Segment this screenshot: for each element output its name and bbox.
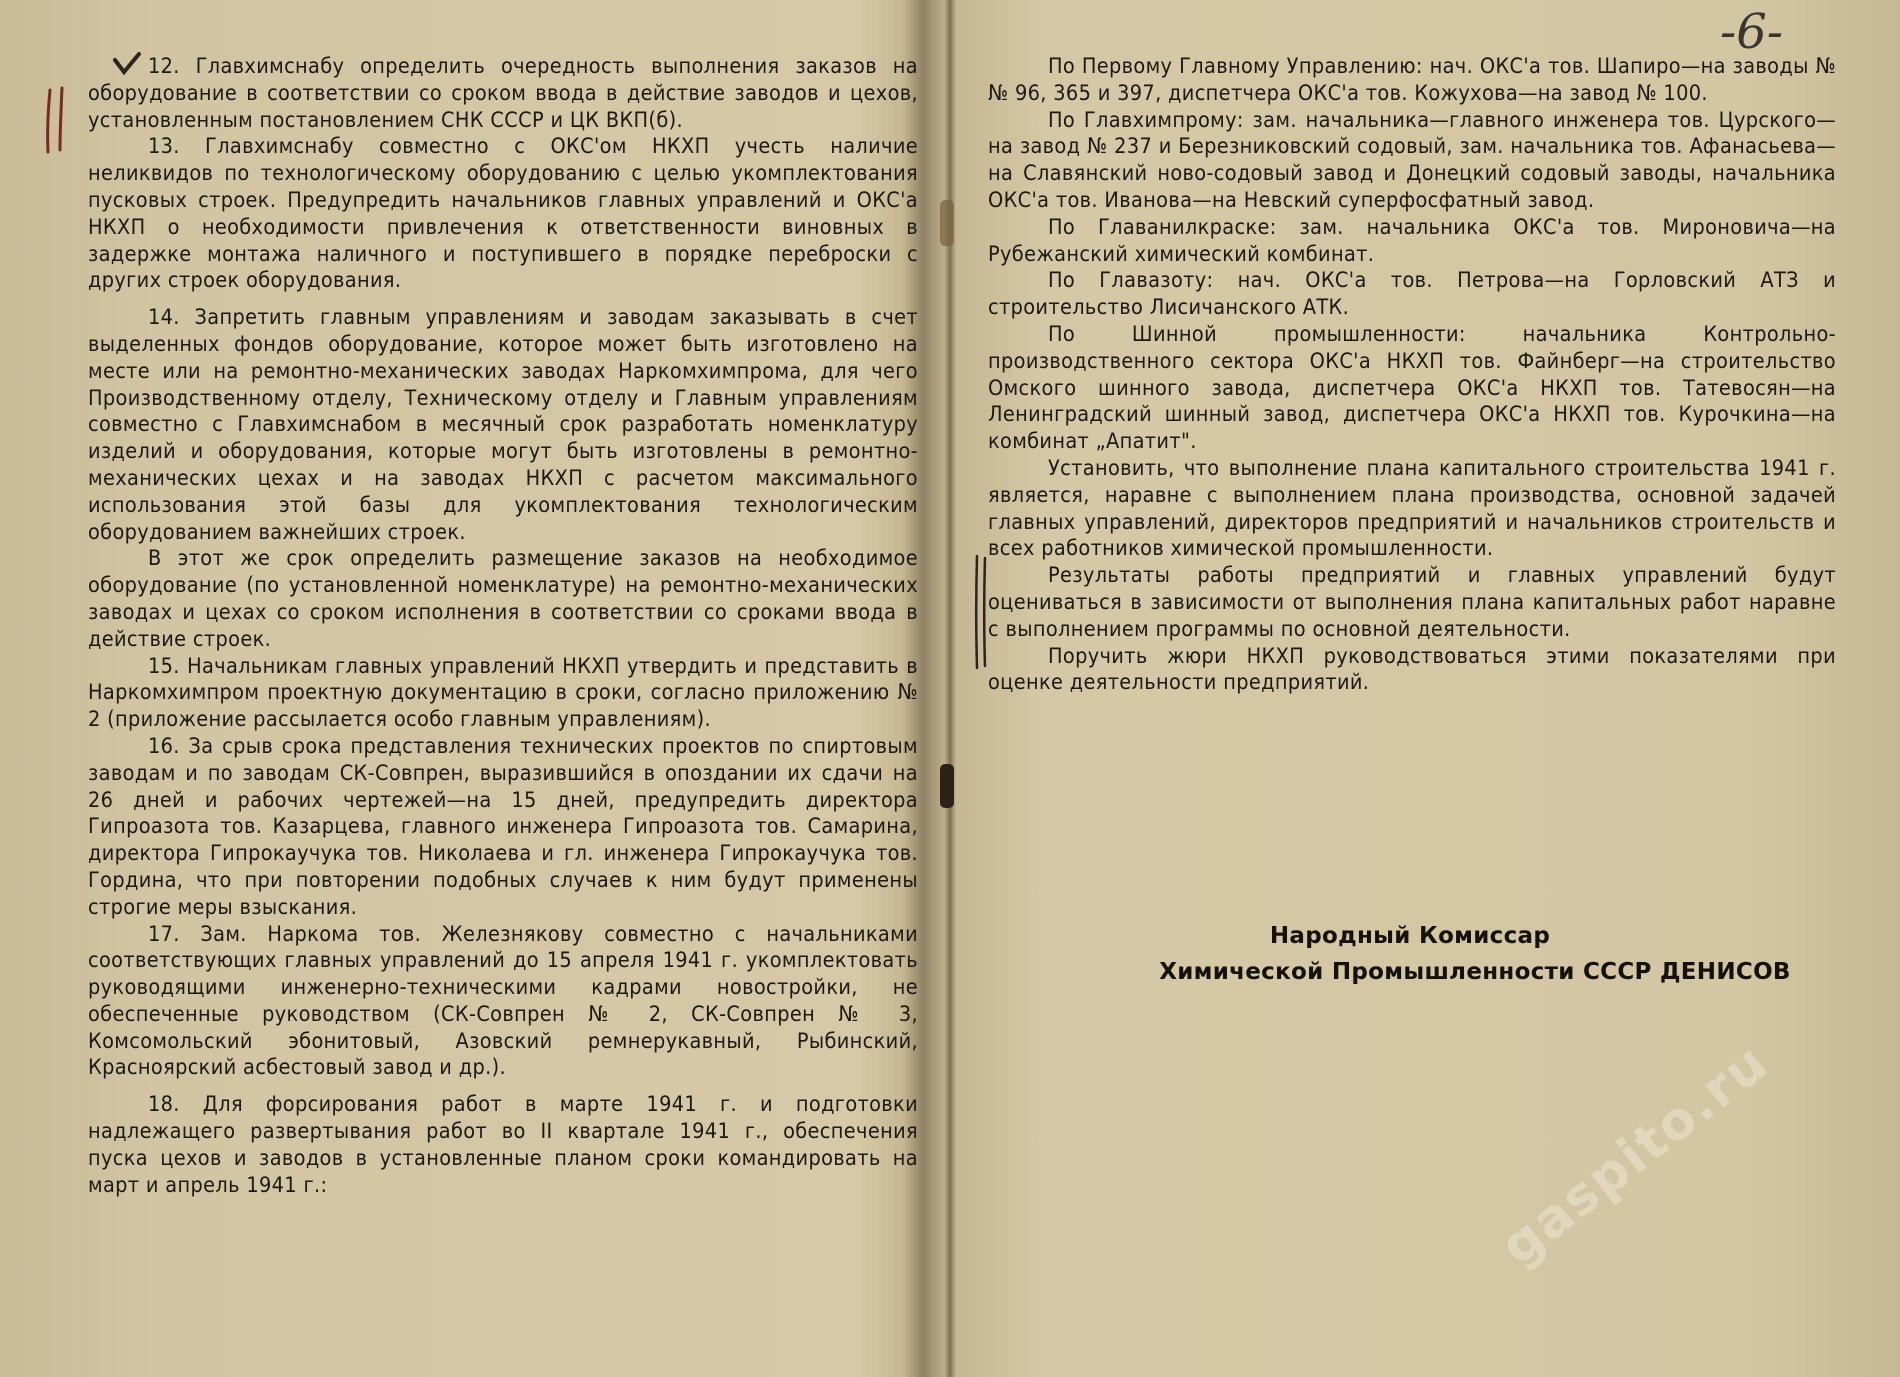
- pencil-margin-lines: [44, 86, 74, 156]
- paragraph: 13. Главхимснабу совместно с ОКС'ом НКХП учесть наличие неликвидов по технологическому оборудованию с целью укомплектования пусковых строек. Предупредить начальников главных управлений и ОКС'а НКХП о необходимости привлечения к ответственности виновных в задержке монтажа наличного и поступившего в порядке переброски с других строек оборудования.: [88, 134, 918, 294]
- page-number: -6-: [1720, 4, 1783, 60]
- paragraph: По Главхимпрому: зам. начальника—главного инженера тов. Цурского—на завод № 237 и Березниковский содовый, зам. начальника тов. Афанасьева—на Славянский ново-содовый завод и Донецкий содовый заводы, начальника ОКС'а тов. Иванова—на Невский суперфосфатный завод.: [988, 107, 1836, 213]
- paragraph: По Первому Главному Управлению: нач. ОКС'а тов. Шапиро—на заводы №№ 96, 365 и 397, диспетчера ОКС'а тов. Кожухова—на завод № 100.: [988, 54, 1836, 106]
- paragraph: 15. Начальникам главных управлений НКХП утвердить и представить в Наркомхимпром проектную документацию в сроки, согласно приложению № 2 (приложение рассылается особо главным управлениям).: [88, 653, 918, 733]
- signature-block: [950, 918, 1900, 990]
- left-page-text: [88, 54, 918, 1199]
- paragraph: Результаты работы предприятий и главных управлений будут оцениваться в зависимости от выполнения плана капитальных работ наравне с выполнением программы по основной деятельности.: [988, 563, 1836, 642]
- paragraph: По Главанилкраске: зам. начальника ОКС'а тов. Мироновича—на Рубежанский химический комбинат.: [988, 214, 1836, 267]
- staple-hole: [940, 200, 954, 246]
- signature-name: Химической Промышленности СССР ДЕНИСОВ: [1159, 959, 1791, 985]
- paragraph: 14. Запретить главным управлениям и заводам заказывать в счет выделенных фондов оборудование, которое может быть изготовлено на месте или на ремонтно-механических заводах Наркомхимпрома, для чего Производственному отделу, Техническому отделу и Главным управлениям совместно с Главхимснабом в месячный срок разработать номенклатуру изделий и оборудования, которые могут быть изготовлены в ремонтно-механических цехах и на заводах НКХП с расчетом максимального использования этой базы для укомплектования технологическим оборудованием важнейших строек.: [88, 305, 918, 545]
- paragraph: По Главазоту: нач. ОКС'а тов. Петрова—на Горловский АТЗ и строительство Лисичанского АТК.: [988, 268, 1836, 321]
- paragraph: Поручить жюри НКХП руководствоваться этими показателями при оценке деятельности предприятий.: [988, 643, 1836, 696]
- paragraph: 16. За срыв срока представления технических проектов по спиртовым заводам и по заводам СК-Совпрен, выразившийся в опоздании их сдачи на 26 дней и рабочих чертежей—на 15 дней, предупредить директора Гипроазота тов. Казарцева, главного инженера Гипроазота тов. Самарина, директора Гипрокаучука тов. Николаева и гл. инженера Гипрокаучука тов. Гордина, что при повторении подобных случаев к ним будут применены строгие меры взыскания.: [88, 733, 918, 920]
- signature-title: Народный Комиссар: [1269, 923, 1551, 949]
- paragraph: 17. Зам. Наркома тов. Железнякову совместно с начальниками соответствующих главных управлений до 15 апреля 1941 г. укомплектовать руководящими инженерно-техническими кадрами новостройки, не обеспеченные руководством (СК-Совпрен № 2, СК-Совпрен № 3, Комсомольский эбонитовый, Азовский ремнерукавный, Рыбинский, Красноярский асбестовый завод и др.).: [88, 921, 918, 1081]
- paragraph: 12. Главхимснабу определить очередность выполнения заказов на оборудование в соответствии со сроком ввода в действие заводов и цехов, установленным постановлением СНК СССР и ЦК ВКП(б).: [88, 54, 918, 133]
- right-page: [950, 0, 1900, 1377]
- watermark: gaspito.ru: [1490, 1032, 1781, 1278]
- paragraph: В этот же срок определить размещение заказов на необходимое оборудование (по установленной номенклатуре) на ремонтно-механических заводах и цехах со сроком исполнения в соответствии со сроками ввода в действие строек.: [88, 546, 918, 652]
- paragraph: По Шинной промышленности: начальника Контрольно-производственного сектора ОКС'а НКХП тов. Файнберг—на строительство Омского шинного завода, диспетчера ОКС'а НКХП тов. Татевосян—на Ленинградский шинный завод, диспетчера ОКС'а НКХП тов. Курочкина—на комбинат „Апатит".: [988, 321, 1836, 455]
- paragraph: Установить, что выполнение плана капитального строительства 1941 г. является, наравне с выполнением плана производства, основной задачей главных управлений, директоров предприятий и начальников строительств и всех работников химической промышленности.: [988, 455, 1836, 562]
- paragraph: 18. Для форсирования работ в марте 1941 г. и подготовки надлежащего развертывания работ во II квартале 1941 г., обеспечения пуска цехов и заводов в установленные планом сроки командировать на март и апрель 1941 г.:: [88, 1092, 918, 1198]
- staple: [940, 764, 954, 808]
- right-page-text: [988, 54, 1836, 697]
